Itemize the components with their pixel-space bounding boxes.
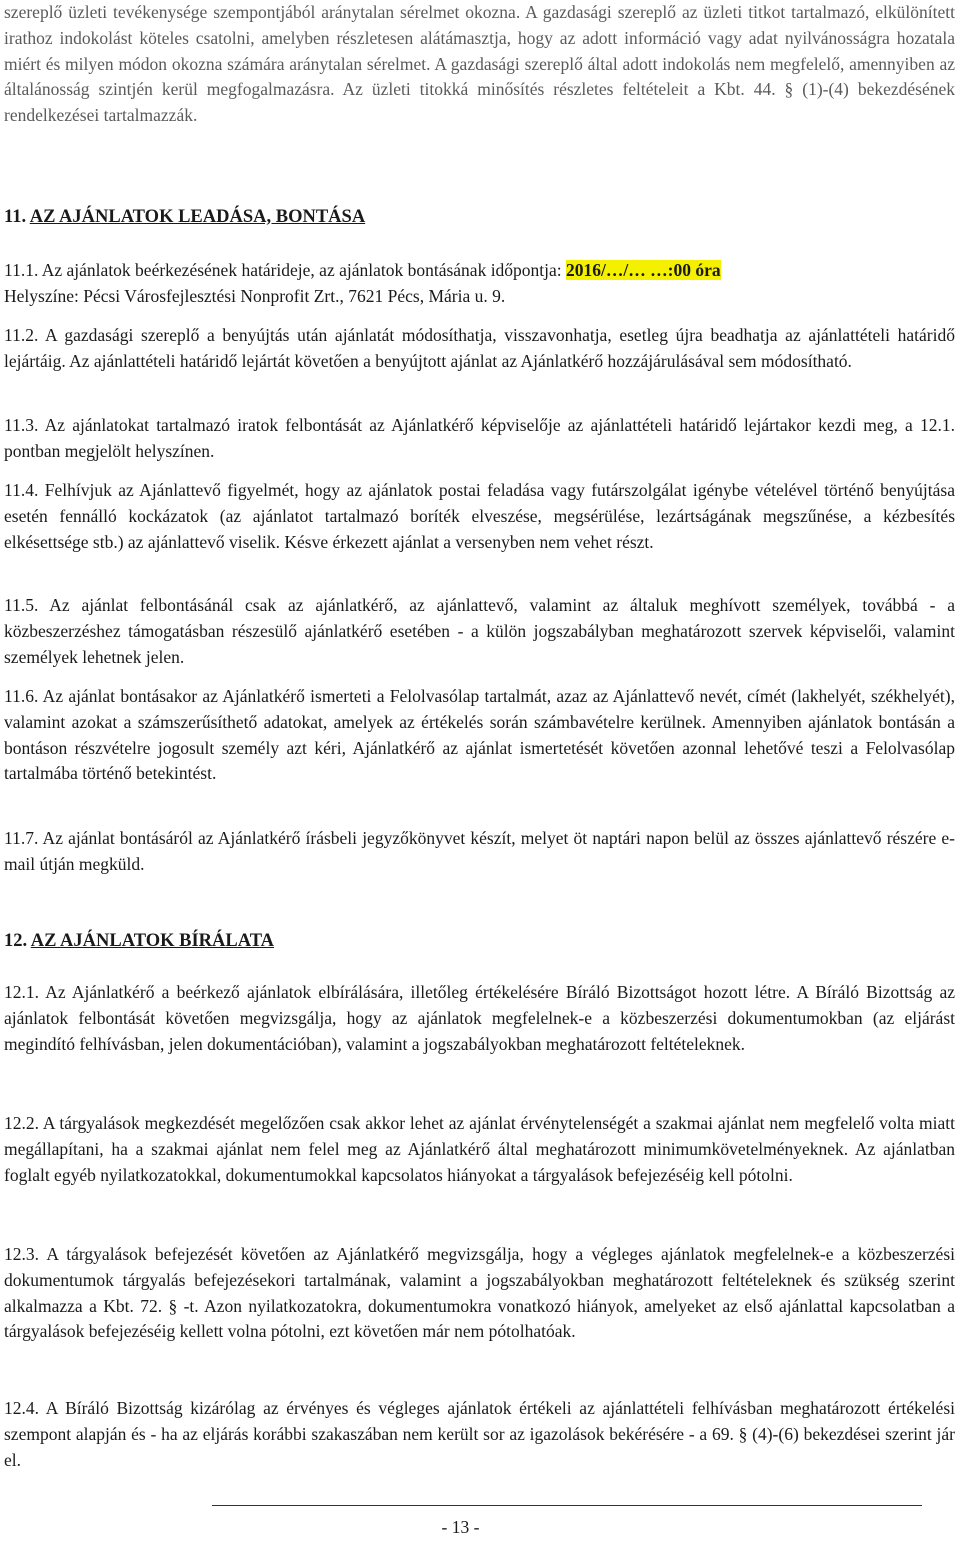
paragraph-12-4: 12.4. A Bíráló Bizottság kizárólag az érvényes és végleges ajánlatok értékeli az ajánlattételi felhívásban meghatározott értékelési szempont alapján és - ha az eljárás korábbi szakaszában nem került sor az igazolások bekérésére - a 69. § (4)-(6) bekezdései szerint jár el.: [4, 1398, 955, 1470]
paragraph-11-2: 11.2. A gazdasági szereplő a benyújtás után ajánlatát módosíthatja, visszavonhatja, esetleg újra beadhatja az ajánlattételi határidő lejártáig. Az ajánlattételi határidő lejártát követően a benyújtott ajánlat az Ajánlatkérő hozzájárulásával sem módosítható.: [4, 325, 955, 371]
deadline-highlight: 2016/…/… …:00 óra: [566, 260, 721, 280]
deadline-line: [4, 258, 955, 284]
section-12-number: 12.: [4, 931, 31, 951]
page-number: - 13 -: [441, 1517, 480, 1537]
venue-line: Helyszíne: Pécsi Városfejlesztési Nonprofit Zrt., 7621 Pécs, Mária u. 9.: [4, 285, 506, 306]
paragraph-11-6: 11.6. Az ajánlat bontásakor az Ajánlatkérő ismerteti a Felolvasólap tartalmát, azaz az Ajánlattevő nevét, címét (lakhelyét, székhelyét), valamint azokat a számszerűsíthető adatokat, amelyek az értékelés során számbavételre kerülnek. Amennyiben ajánlatok bontásán a bontáson részvételre jogosult személy azt kéri, Ajánlatkérő az ajánlat ismertetését követően azonnal lehetővé teszi a Felolvasólap tartalmába történő betekintést.: [4, 686, 955, 784]
paragraph-11-5: 11.5. Az ajánlat felbontásánál csak az ajánlatkérő, az ajánlattevő, valamint az általuk meghívott személyek, továbbá - a közbeszerzéshez támogatásban részesülő ajánlatkérő esetében - a külön jogszabályban meghatározott szervek képviselői, valamint személyek lehetnek jelen.: [4, 595, 955, 667]
section-11-number: 11.: [4, 207, 30, 227]
section-11-heading: [4, 204, 365, 230]
paragraph-11-1: [4, 258, 955, 310]
section-12-heading: [4, 928, 274, 954]
paragraph-12-3: 12.3. A tárgyalások befejezését követően az Ajánlatkérő megvizsgálja, hogy a végleges ajánlatok megfelelnek-e a közbeszerzési dokumentumok tárgyalás befejezésekori tartalmának, valamint a jogszabályokban meghatározott feltételeknek és szükség szerint alkalmazza a Kbt. 72. § -t. Azon nyilatkozatokra, dokumentumokra vonatkozó hiányok, amelyeket az első ajánlattal kapcsolatban a tárgyalások befejezéséig kellett volna pótolni, ezt követően már nem pótolhatóak.: [4, 1244, 955, 1342]
paragraph-12-2: 12.2. A tárgyalások megkezdését megelőzően csak akkor lehet az ajánlat érvénytelenségét a szakmai ajánlat nem megfelelő volta miatt megállapítani, ha a szakmai ajánlat nem felel meg az Ajánlatkérő által meghatározott minimumkövetelményeknek. Az ajánlatban foglalt egyéb nyilatkozatokkal, dokumentumokkal kapcsolatos hiányokat a tárgyalások befejezéséig kell pótolni.: [4, 1113, 955, 1185]
intro-paragraph: szereplő üzleti tevékenysége szempontjából aránytalan sérelmet okozna. A gazdasági szereplő az üzleti titkot tartalmazó, elkülönített irathoz indokolást köteles csatolni, amelyben részletesen alátámasztja, hogy az adott információ vagy adat nyilvánosságra hozatala miért és milyen módon okozna számára aránytalan sérelmet. A gazdasági szereplő által adott indokolás nem megfelelő, amennyiben az általánosság szintjén kerül megfogalmazásra. Az üzleti titokká minősítés részletes feltételeit a Kbt. 44. § (1)-(4) bekezdésének rendelkezései tartalmazzák.: [4, 2, 955, 126]
deadline-text: 11.1. Az ajánlatok beérkezésének határideje, az ajánlatok bontásának időpontja:: [4, 260, 567, 280]
section-11-title: AZ AJÁNLATOK LEADÁSA, BONTÁSA: [29, 207, 366, 227]
paragraph-11-7: 11.7. Az ajánlat bontásáról az Ajánlatkérő írásbeli jegyzőkönyvet készít, melyet öt naptári napon belül az összes ajánlattevő részére e-mail útján megküld.: [4, 828, 955, 874]
paragraph-11-4: 11.4. Felhívjuk az Ajánlattevő figyelmét, hogy az ajánlatok postai feladása vagy futárszolgálat igénybe vételével történő benyújtása esetén fennálló kockázatok (az ajánlatot tartalmazó boríték elveszése, megsérülése, lezártságának megszűnése, a kézbesítés elkésettsége stb.) az ajánlattevő viselik. Késve érkezett ajánlat a versenyben nem vehet részt.: [4, 480, 955, 552]
paragraph-12-1: 12.1. Az Ajánlatkérő a beérkező ajánlatok elbírálására, illetőleg értékelésére Bíráló Bizottságot hozott létre. A Bíráló Bizottság az ajánlatok felbontását követően megvizsgálja, hogy az ajánlatok megfelelnek-e a közbeszerzési dokumentumokban (az eljárást megindító felhívásban, jelen dokumentációban), valamint a jogszabályokban meghatározott feltételeknek.: [4, 982, 955, 1054]
paragraph-11-3: 11.3. Az ajánlatokat tartalmazó iratok felbontását az Ajánlatkérő képviselője az ajánlattételi határidő lejártakor kezdi meg, a 12.1. pontban megjelölt helyszínen.: [4, 415, 955, 461]
section-12-title: AZ AJÁNLATOK BÍRÁLATA: [30, 931, 275, 951]
footer-divider: [212, 1505, 922, 1506]
